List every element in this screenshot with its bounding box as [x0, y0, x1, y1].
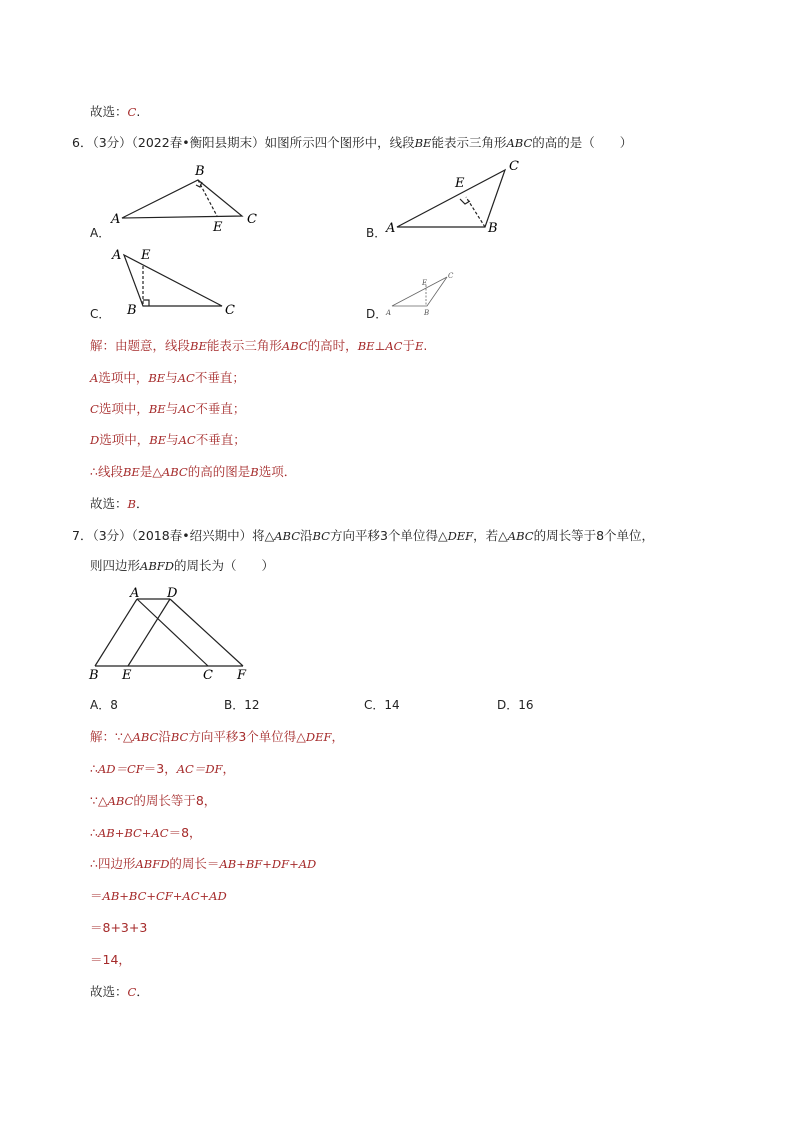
q7-option-c: C．14 — [364, 698, 400, 712]
q6-solution-line-a: A选项中，BE与AC不垂直； — [90, 370, 245, 385]
q7-solution-line-1: 解：∵△ABC沿BC方向平移3个单位得△DEF， — [90, 729, 345, 744]
q7-option-a: A．8 — [90, 698, 118, 712]
q6-figure-c — [105, 243, 245, 323]
q6-solution-line-c: C选项中，BE与AC不垂直； — [90, 401, 246, 416]
fig-a-label-e: E — [213, 220, 223, 235]
q7-solution-line-5: ∴四边形ABFD的周长＝AB+BF+DF+AD — [90, 856, 317, 871]
q6-figure-d — [382, 268, 462, 318]
q6-option-d: D． — [366, 307, 388, 321]
q7-figure — [85, 582, 260, 682]
q6-answer: 故选：B． — [90, 496, 149, 511]
q7-stem-line-2: 则四边形ABFD的周长为（ ） — [90, 558, 274, 573]
fig-d-label-b: B — [424, 309, 430, 317]
fig-a-label-a: A — [111, 212, 121, 227]
q6-option-c: C． — [90, 307, 111, 321]
prev-answer-line: 故选：C. — [90, 104, 141, 119]
q7-solution-line-3: ∵△ABC的周长等于8， — [90, 793, 217, 808]
fig-b-label-a: A — [386, 221, 396, 236]
fig-d-label-c: C — [448, 272, 454, 280]
q6-option-b: B． — [366, 226, 387, 240]
fig-c-label-b: B — [127, 303, 137, 318]
fig-a-label-c: C — [247, 212, 257, 227]
q7-option-d: D．16 — [497, 698, 534, 712]
q6-stem: 6．（3分）（2022春•衡阳县期末）如图所示四个图形中，线段BE能表示三角形ABC的高的是（ ） — [72, 135, 633, 150]
fig-a-label-b: B — [195, 164, 205, 179]
q6-figure-a — [105, 160, 265, 235]
fig-d-label-a: A — [386, 309, 392, 317]
fig-c-label-e: E — [141, 248, 151, 263]
q7-solution-line-2: ∴AD＝CF＝3，AC＝DF， — [90, 761, 236, 776]
q7-fig-label-b: B — [89, 668, 99, 682]
fig-c-label-c: C — [225, 303, 235, 318]
q7-solution-line-8: ＝14， — [90, 952, 131, 967]
q7-solution-line-6: ＝AB+BC+CF+AC+AD — [90, 888, 227, 903]
q7-stem-line-1: 7．（3分）（2018春•绍兴期中）将△ABC沿BC方向平移3个单位得△DEF，若△ABC的周长等于8个单位， — [72, 528, 655, 543]
q6-solution-line-d: D选项中，BE与AC不垂直； — [90, 432, 246, 447]
q6-option-a: A． — [90, 226, 111, 240]
q7-fig-label-c: C — [203, 668, 213, 682]
fig-b-label-e: E — [455, 176, 465, 191]
q7-option-b: B．12 — [224, 698, 260, 712]
q7-answer: 故选：C． — [90, 984, 149, 999]
q6-solution-line-1: 解：由题意，线段BE能表示三角形ABC的高时，BE⊥AC于E. — [90, 338, 428, 353]
fig-b-label-c: C — [509, 159, 519, 174]
q7-fig-label-a: A — [130, 586, 140, 601]
fig-c-label-a: A — [112, 248, 122, 263]
q7-solution-line-4: ∴AB+BC+AC＝8， — [90, 825, 202, 840]
q7-fig-label-f: F — [237, 668, 247, 682]
q6-solution-conclusion: ∴线段BE是△ABC的高的图是B选项． — [90, 464, 297, 479]
q7-fig-label-e: E — [122, 668, 132, 682]
fig-b-label-b: B — [488, 221, 498, 236]
q7-solution-line-7: ＝8+3+3 — [90, 920, 148, 935]
q6-figure-b — [380, 155, 530, 240]
q7-fig-label-d: D — [167, 586, 178, 601]
fig-d-label-e: E — [422, 279, 428, 287]
